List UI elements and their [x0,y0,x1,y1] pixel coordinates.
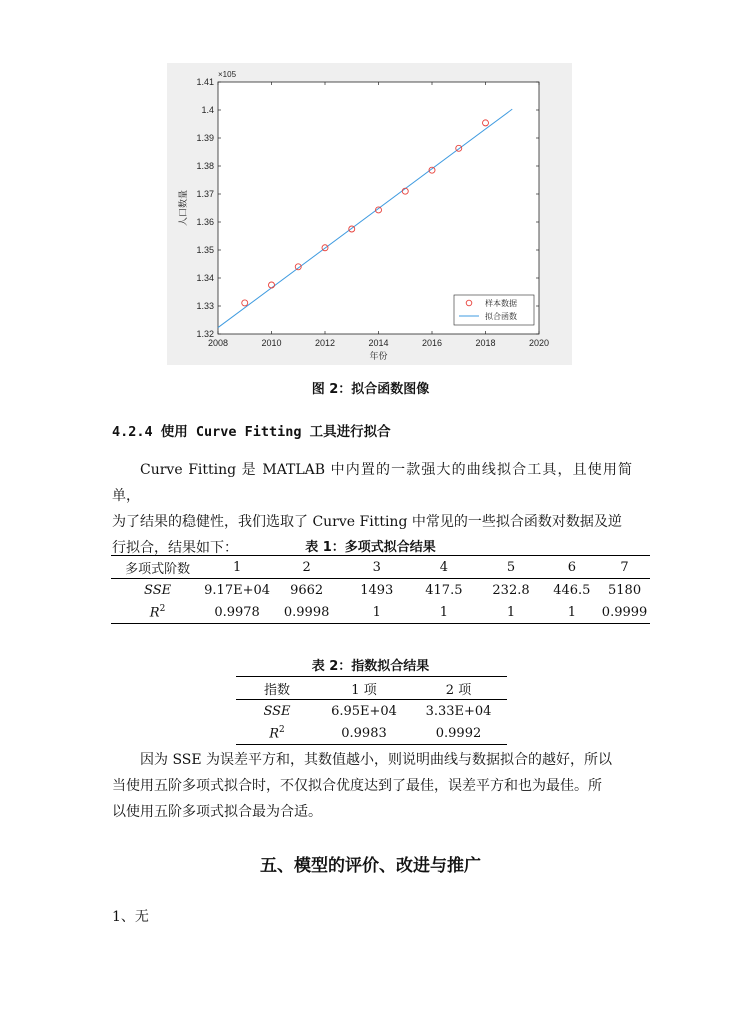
table1-header-row [111,556,650,579]
conclusion-paragraph [112,747,632,825]
table2-row-label [236,722,318,745]
table1-header-cell: 6 [567,559,576,575]
table1-cell: 417.5 [425,582,463,598]
intro-line-2: 为了结果的稳健性，我们选取了 Curve Fitting 中常见的一些拟合函数对数据及逆 [112,514,622,530]
x-tick-label: 2020 [528,338,550,348]
table1-cell: 9662 [290,582,324,598]
table1-row-label [111,601,204,624]
table1-cell: 1493 [360,582,394,598]
table1-sse-row [111,579,650,602]
table1-title: 表 1：多项式拟合结果 [305,540,436,555]
table1-header-cell: 4 [439,559,448,575]
y-tick-label: 1.35 [196,245,214,255]
legend-label: 拟合函数 [485,312,517,321]
table1-cell: 0.9978 [214,604,260,620]
polynomial-fit-table [111,555,650,624]
y-axis-label: 人口数量 [178,189,188,227]
intro-line-1: Curve Fitting 是 MATLAB 中内置的一款强大的曲线拟合工具，且使用简单， [112,462,632,504]
table2-header-row [236,677,507,700]
y-tick-label: 1.38 [196,161,214,171]
conclusion-line-3: 以使用五阶多项式拟合最为合适。 [112,804,322,820]
table1-cell: 0.9998 [283,604,330,620]
table1-cell: 232.8 [492,582,530,598]
table2-header-cell: 2 项 [445,682,472,698]
table2-header-cell: 指数 [263,682,290,698]
table2-cell: 0.9992 [435,725,482,741]
r-symbol: R [149,605,160,621]
table1-row-label: SSE [144,582,172,598]
r-exponent: 2 [279,724,285,735]
y-tick-label: 1.41 [196,77,214,87]
table2-cell: 3.33E+04 [425,703,492,719]
table1-cell: 1 [439,604,448,620]
table1-cell: 1 [506,604,516,620]
table2-r2-row [236,722,507,745]
table1-cell: 0.9999 [601,604,648,620]
conclusion-line-1: 因为 SSE 为误差平方和，其数值越小，则说明曲线与数据拟合的越好，所以 [140,752,613,768]
table1-cell: 9.17E+04 [204,582,271,598]
x-tick-label: 2014 [368,338,389,348]
conclusion-line-2: 当使用五阶多项式拟合时，不仅拟合优度达到了最佳，误差平方和也为最佳。所 [112,778,602,794]
x-tick-label: 2016 [421,338,443,348]
table1-cell: 1 [372,604,381,620]
section-heading-4-2-4: 4.2.4 使用 Curve Fitting 工具进行拟合 [112,424,391,440]
r-symbol: R [269,726,280,742]
table1-cell: 1 [567,604,576,620]
table1-header-cell: 1 [232,559,242,575]
r-exponent: 2 [159,603,166,614]
table1-header-cell: 5 [506,559,516,575]
y-tick-label: 1.36 [196,217,214,227]
population-fit-chart [167,63,572,365]
table2-header-cell: 1 项 [351,682,377,698]
exponential-fit-table [236,676,507,745]
table2-sse-row [236,700,507,723]
y-multiplier-label: ×105 [218,70,237,79]
table1-header-cell: 2 [302,559,311,575]
list-item: 1、无 [112,909,149,925]
table2-title: 表 2：指数拟合结果 [311,659,430,674]
x-tick-label: 2012 [314,338,336,348]
legend-label: 样本数据 [485,299,517,308]
x-tick-label: 2008 [207,338,229,348]
y-tick-label: 1.39 [196,133,214,143]
y-tick-label: 1.4 [201,105,214,115]
y-tick-label: 1.34 [196,273,214,283]
table2-row-label: SSE [263,703,291,719]
table1-r2-row [111,601,650,624]
figure-caption: 图 2：拟合函数图像 [311,382,430,397]
x-axis-label: 年份 [369,351,388,361]
table1-cell: 446.5 [553,582,591,598]
section-title: 五、模型的评价、改进与推广 [260,856,481,876]
table1-header-cell: 3 [372,559,381,575]
table1-cell: 5180 [608,582,642,598]
table1-header-cell: 7 [620,559,629,575]
table2-cell: 0.9983 [341,725,387,741]
intro-line-3: 行拟合，结果如下： [112,540,238,556]
table1-header-cell: 多项式阶数 [125,561,191,577]
x-tick-label: 2010 [261,338,282,348]
y-tick-label: 1.33 [196,301,214,311]
y-tick-label: 1.37 [196,189,214,199]
y-tick-label: 1.32 [196,329,214,339]
table2-cell: 6.95E+04 [331,703,397,719]
x-tick-label: 2018 [475,338,496,348]
